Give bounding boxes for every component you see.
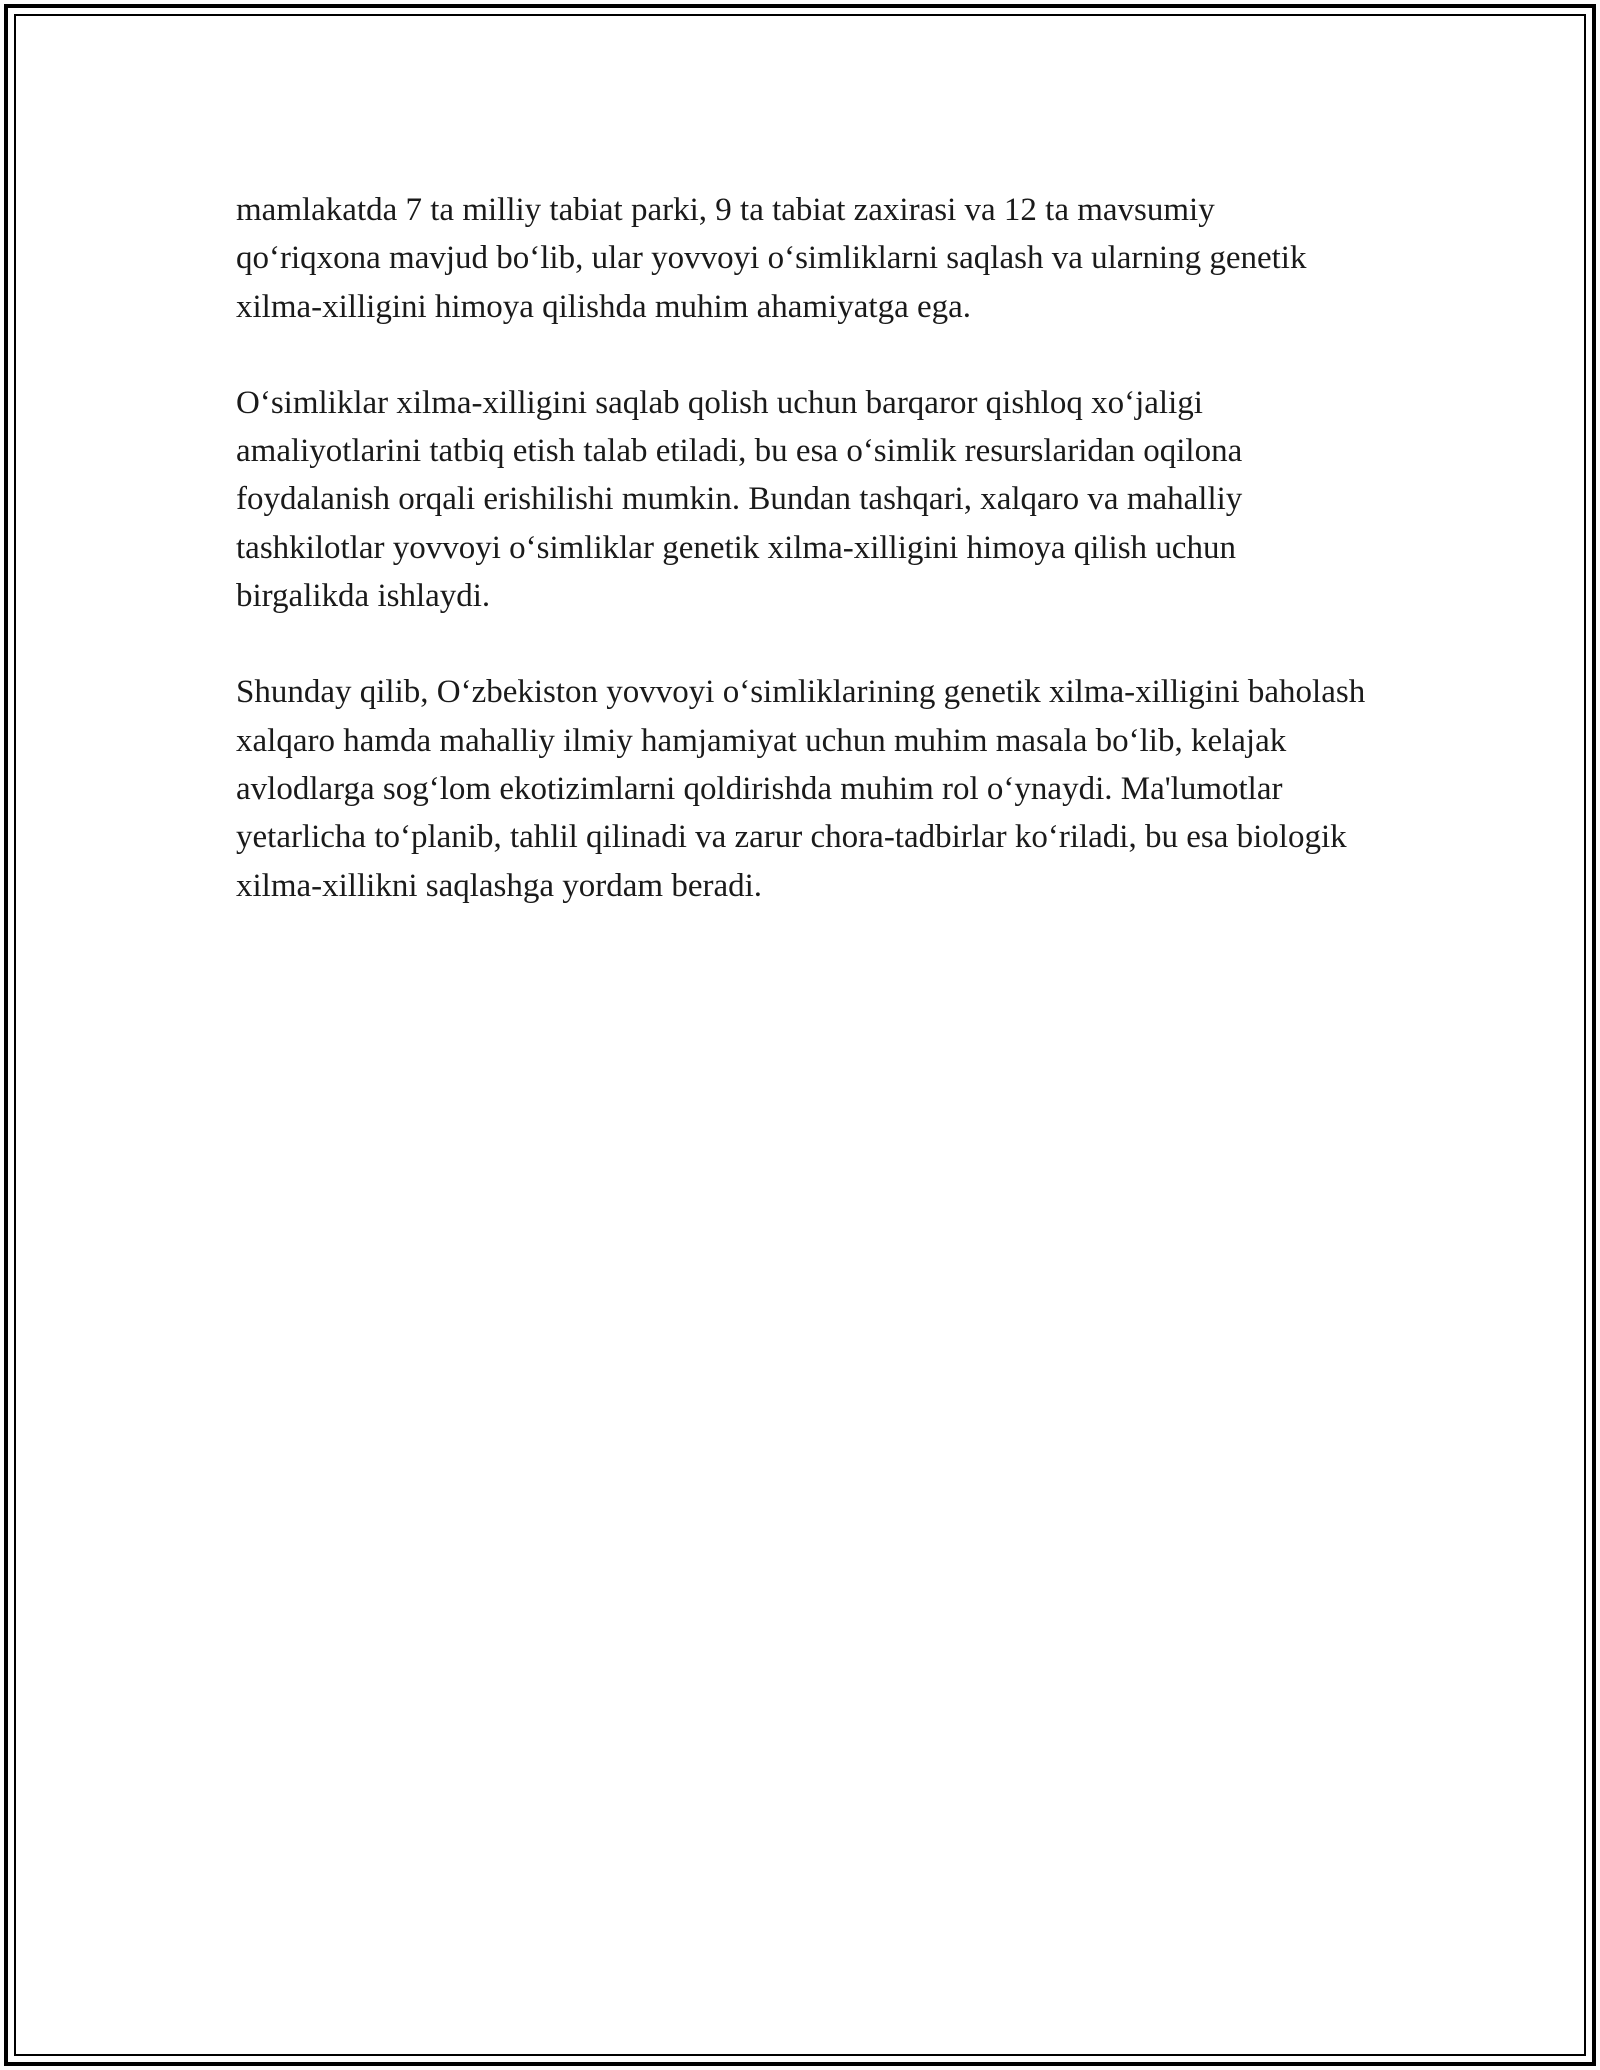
paragraph-3: Shunday qilib, O‘zbekiston yovvoyi o‘simliklarining genetik xilma-xilligini baholash xalqaro hamda mahalliy ilmiy hamjamiyat uchun muhim masala bo‘lib, kelajak avlodlarga sog‘lom ekotizimlarni qoldirishda muhim rol o‘ynaydi. Ma'lumotlar yetarlicha to‘planib, tahlil qilinadi va zarur chora-tadbirlar ko‘riladi, bu esa biologik xilma-xillikni saqlashga yordam beradi. — [236, 674, 1366, 904]
paragraph-2: O‘simliklar xilma-xilligini saqlab qolish uchun barqaror qishloq xo‘jaligi amaliyotlarini tatbiq etish talab etiladi, bu esa o‘simlik resurslaridan oqilona foydalanish orqali erishilishi mumkin. Bundan tashqari, xalqaro va mahalliy tashkilotlar yovvoyi o‘simliklar genetik xilma-xilligini himoya qilish uchun birgalikda ishlaydi. — [236, 384, 1243, 615]
paragraph-1: mamlakatda 7 ta milliy tabiat parki, 9 ta tabiat zaxirasi va 12 ta mavsumiy qo‘riqxona mavjud bo‘lib, ular yovvoyi o‘simliklarni saqlash va ularning genetik xilma-xilligini himoya qilishda muhim ahamiyatga ega. — [236, 192, 1307, 325]
document-body — [236, 186, 1366, 958]
